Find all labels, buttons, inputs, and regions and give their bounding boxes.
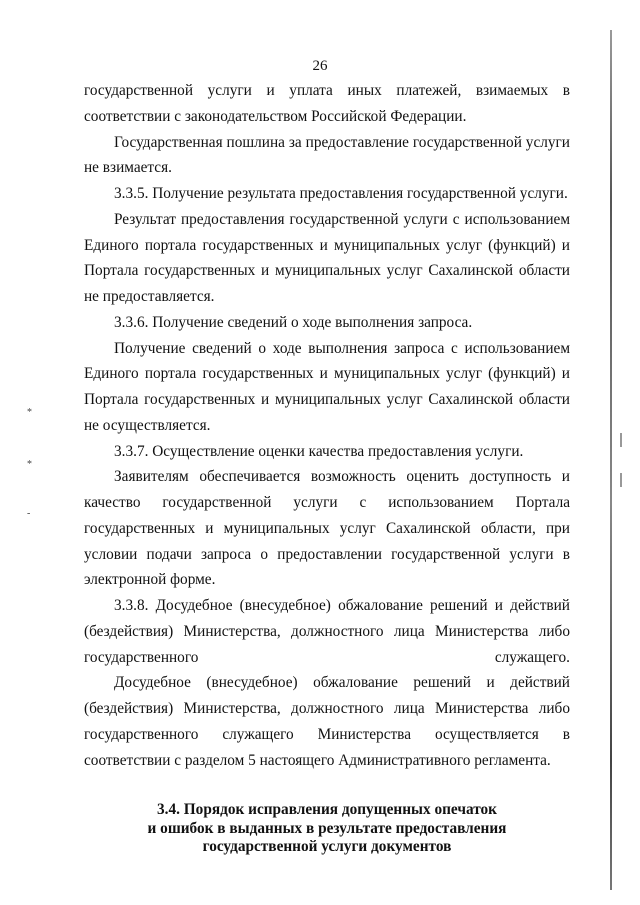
paragraph: Государственная пошлина за предоставление государственной услуги не взимается. [84,133,570,177]
subsection-title-3-3-5: 3.3.5. Получение результата предоставления государственной услуги. [114,185,568,202]
scan-speck: * [27,407,32,418]
scan-speck: - [27,508,31,519]
paragraph: Результат предоставления государственной услуги с использованием Единого портала государственных и муниципальных услуг (функций) и Портала государственных и муниципальных услуг Сахалинской области не предоставляется. [84,210,570,305]
scan-speck: * [27,459,32,470]
scan-edge-mark [620,473,622,487]
paragraph: Заявителям обеспечивается возможность оценить доступность и качество государственной услуги с использованием Портала государственных и муниципальных услуг Сахалинской области, при условии подачи запроса о предоставлении государственной услуги в электронной форме. [84,468,570,589]
paragraph: Получение сведений о ходе выполнения запроса с использованием Единого портала государственных и муниципальных услуг (функций) и Портала государственных и муниципальных услуг Сахалинской области не осуществляется. [84,339,570,434]
paragraph: Досудебное (внесудебное) обжалование решений и действий (бездействия) Министерства, должностного лица Министерства либо государственного служащего Министерства осуществляется в соответствии с разделом 5 настоящего Административного регламента. [84,674,570,769]
section-heading-line-1: 3.4. Порядок исправления допущенных опечаток [157,801,497,819]
section-heading-line-3: государственной услуги документов [202,838,452,856]
paragraph: государственной услуги и уплата иных платежей, взимаемых в соответствии с законодательством Российской Федерации. [84,82,570,125]
scan-edge-line [610,30,612,890]
subsection-title-3-3-7: 3.3.7. Осуществление оценки качества предоставления услуги. [114,442,524,460]
subsection-title-3-3-8: 3.3.8. Досудебное (внесудебное) обжалование решений и действий (бездействия) Министерства, должностного лица Министерства либо государственного служащего. [84,597,570,666]
section-heading-line-2: и ошибок в выданных в результате предоставления [147,819,507,837]
scan-edge-mark [620,433,622,447]
section-heading [84,801,570,857]
page-number: 26 [312,58,328,74]
subsection-title-3-3-6: 3.3.6. Получение сведений о ходе выполнения запроса. [114,313,473,331]
document-body [84,78,570,857]
